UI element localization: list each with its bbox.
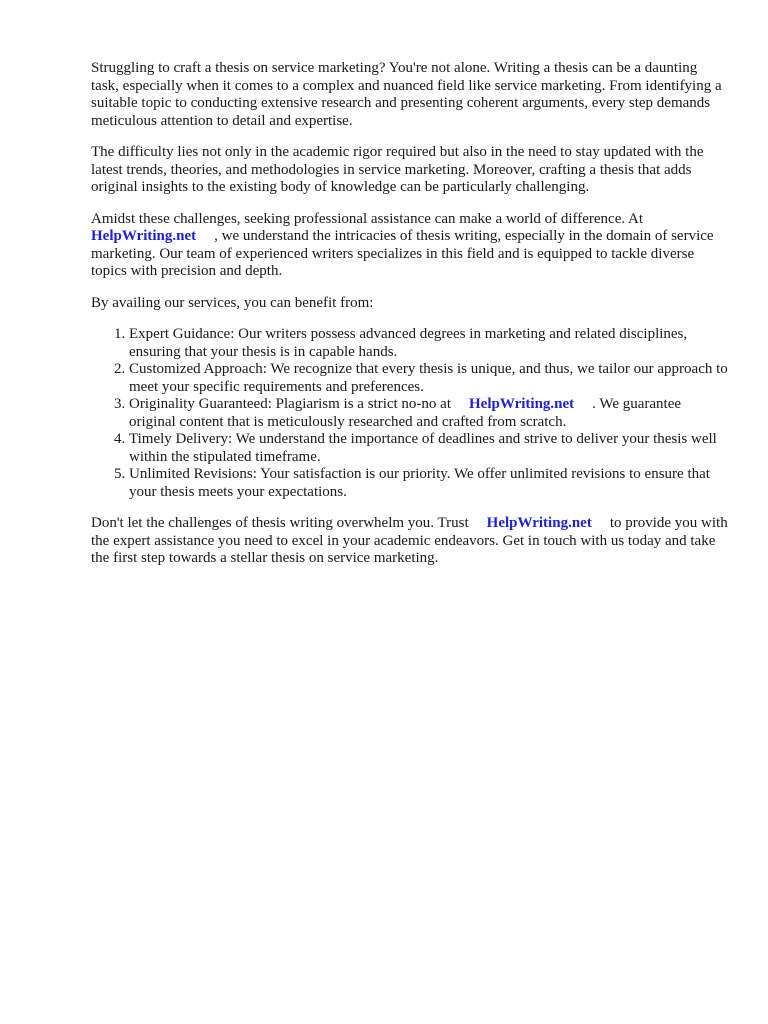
helpwriting-link[interactable]: HelpWriting.net <box>486 515 592 531</box>
helpwriting-link[interactable]: HelpWriting.net <box>469 396 575 412</box>
paragraph-assistance-lead: Amidst these challenges, seeking professional assistance can make a world of difference. At <box>91 210 644 227</box>
paragraph-difficulty: The difficulty lies not only in the academic rigor required but also in the need to stay updated with the latest trends, theories, and methodologies in service marketing. Moreover, crafting a thesis that adds original insights to the existing body of knowledge can be particularly challenging. <box>91 144 704 195</box>
list-item <box>129 396 728 431</box>
paragraph-closing-rest: to provide you with the expert assistance you need to excel in your academic endeavors. Get in touch with us today and take the first step towards a stellar thesis on service marketing. <box>91 515 728 566</box>
list-item-lead: Originality Guaranteed: Plagiarism is a strict no-no at <box>129 396 452 412</box>
paragraph-assistance-rest: , we understand the intricacies of thesis writing, especially in the domain of service marketing. Our team of experienced writers specializes in this field and is equipped to tackle diverse topics with precision and depth. <box>91 228 714 279</box>
paragraph-closing <box>91 515 728 568</box>
list-item: 4. Timely Delivery: We understand the importance of deadlines and strive to deliver your thesis well within the stipulated timeframe. <box>129 431 728 466</box>
benefits-list <box>91 326 728 501</box>
list-item: 2. Customized Approach: We recognize that every thesis is unique, and thus, we tailor our approach to meet your specific requirements and preferences. <box>129 361 728 396</box>
list-item-rest: . We guarantee original content that is meticulously researched and crafted from scratch. <box>129 396 682 430</box>
list-item: 1. Expert Guidance: Our writers possess advanced degrees in marketing and related disciplines, ensuring that your thesis is in capable hands. <box>129 326 728 361</box>
paragraph-benefits-intro: By availing our services, you can benefit from: <box>91 294 374 311</box>
paragraph-assistance <box>91 211 728 281</box>
helpwriting-link[interactable]: HelpWriting.net <box>91 228 197 244</box>
paragraph-closing-lead: Don't let the challenges of thesis writing overwhelm you. Trust <box>91 515 469 531</box>
paragraph-intro: Struggling to craft a thesis on service marketing? You're not alone. Writing a thesis can be a daunting task, especially when it comes to a complex and nuanced field like service marketing. From identifying a suitable topic to conducting extensive research and presenting coherent arguments, every step demands meticulous attention to detail and expertise. <box>91 60 722 129</box>
list-item: 5. Unlimited Revisions: Your satisfaction is our priority. We offer unlimited revisions to ensure that your thesis meets your expectations. <box>129 466 728 501</box>
